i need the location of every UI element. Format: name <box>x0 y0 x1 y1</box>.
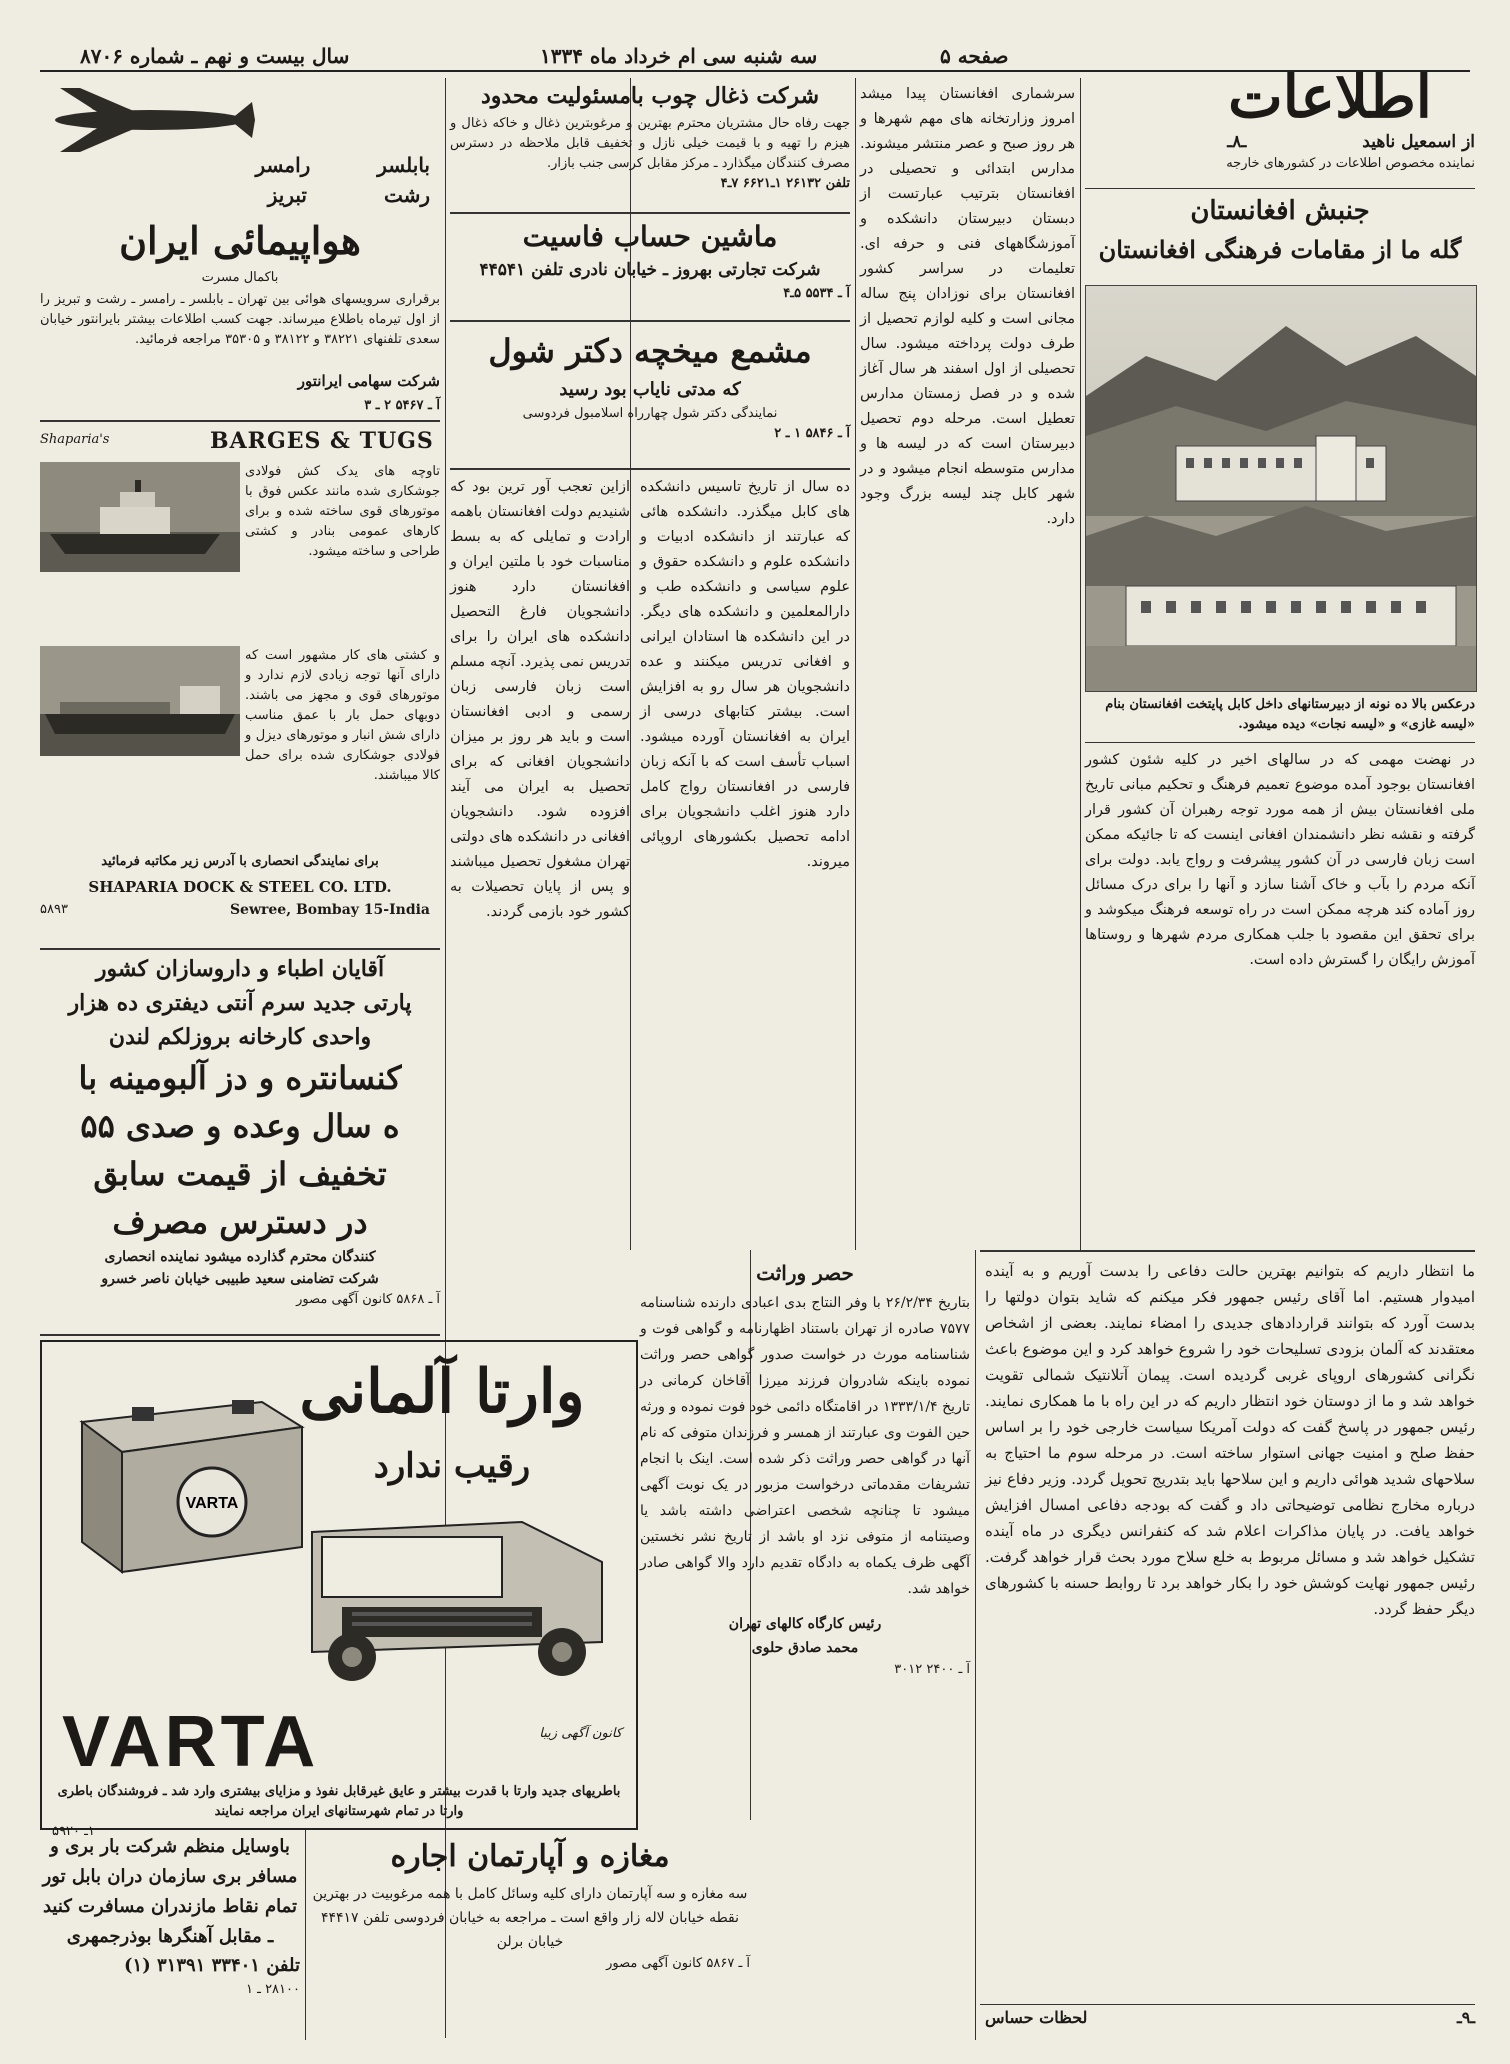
tug-boat-photo <box>40 462 240 572</box>
calculator-ad-code: آ ـ ۵۵۳۴ ۵ـ۴ <box>783 286 850 301</box>
byline-name: از اسمعیل ناهید <box>1362 132 1475 152</box>
politics-page-number: ـ۹ـ <box>1457 2008 1475 2027</box>
airline-code: آ ـ ۵۴۶۷ ۲ ـ ۳ <box>364 398 440 413</box>
airline-ad <box>40 78 440 418</box>
inheritance-title: حصر وراثت <box>756 1261 854 1285</box>
serum-line-2: پارتی جدید سرم آنتی دیفتری ده هزار <box>68 990 412 1016</box>
inheritance-code: آ ـ ۲۴۰۰ ۳۰۱۲ <box>894 1662 970 1677</box>
serum-line-3: واحدی کارخانه بروزلکم لندن <box>108 1024 372 1050</box>
shop-rent-title: مغازه و آپارتمان اجاره <box>390 1839 670 1874</box>
bus-company-code: ۲۸۱۰۰ ـ ۱ <box>246 1982 300 1997</box>
inheritance-notice <box>640 1256 970 2036</box>
inheritance-body: بتاریخ ۲۶/۲/۳۴ با وفر النتاج بدی اعبادی دارنده شناسنامه ۷۵۷۷ صادره از تهران باستناد اظهارنامه و گواهی فوت و شناسنامه مورث در خواست صدور گواهی حصر وراثت نموده باینکه شادروان فرزند میرزا آقاخان کرمانی در تاریخ ۱۳۳۳/۱/۴ در اقامتگاه دائمی خود فوت نموده و ورثه حین الفوت وی عبارتند از همسر و فرزندان متوفی که نام آنها در گواهی حصر وراثت ذکر شده است. اینک با انجام تشریفات مقدماتی درخواست مزبور در یک نوبت آگهی میشود تا چنانچه شخصی اعتراضی داشته باشد یا وصیتنامه از متوفی نزد او باشد از تاریخ نشر نخستین آگهی ظرف یکماه به دادگاه تقدیم دارد والا گواهی صادر خواهد شد. <box>640 1295 970 1597</box>
feature-heading <box>1085 192 1475 278</box>
city-ramsar: رامسر <box>255 153 311 177</box>
varta-agency-box <box>442 1724 622 1754</box>
corn-plaster-body: نمایندگی دکتر شول چهارراه اسلامبول فردوسی <box>522 406 778 421</box>
serum-line-6: تخفیف از قیمت سابق <box>93 1155 387 1193</box>
feature-col2 <box>860 82 1075 1247</box>
varta-title-box <box>262 1352 622 1442</box>
barges-title: BARGES & TUGS <box>210 428 434 454</box>
airline-name: هواپیمائی ایران <box>119 218 361 263</box>
feature-part: ـ۸ـ <box>1227 132 1247 152</box>
serum-line-9: شرکت تضامنی سعید طبیبی خیابان ناصر خسرو <box>101 1271 379 1287</box>
city-tabriz: تبریز <box>267 183 307 207</box>
year-issue: سال بیست و نهم ـ شماره ۸۷۰۶ <box>80 44 350 68</box>
city-babolsar: بابلسر <box>377 153 430 177</box>
varta-title: وارتا آلمانی <box>299 1357 585 1427</box>
varta-brand: VARTA <box>62 1702 320 1782</box>
varta-agency: کانون آگهی زیبا <box>539 1726 622 1741</box>
politics-article-text: ما انتظار داریم که بتوانیم بهترین حالت دفاعی را بدست آوریم و به آینده امیدوار هستیم. اما آقای رئیس جمهور فکر میکنم که شاید بتوان دولتها را بدست آورد که بتوانند قراردادهای جدیدی را امضاء نمایند. بعضی از اشخاص معتقدند که آلمان بزودی تسلیحات خود را شروع خواهد کرد و این موضوع باعث نگرانی کشورهای اروپای غربی گردیده است. پیمان آتلانتیک شمالی تقویت خواهد شد و ما از دوستان خود انتظار داریم که در این راه با ما همکاری نمایند. رئیس جمهور در پاسخ گفت که دولت آمریکا سیاست خارجی خود را بر اساس حفظ صلح و امنیت جهانی استوار ساخته است. در مرحله سوم ما احتیاج به سلاحهای شدید هوائی داریم و این سلاحها باید بتدریج تحویل گردد. وزیر دفاع نیز درباره مخارج نظامی توضیحاتی داد و گفت که بودجه دفاعی امسال افزایش خواهد یافت. در پایان مذاکرات اعلام شد که کنفرانس دیگری در ماه آینده تشکیل خواهد شد و مسائل مربوط به خلع سلاح مورد بحث قرار خواهد گرفت. رئیس جمهور نهایت کوشش خود را بکار خواهد برد تا روابط حسنه با کشورهای دیگر حفظ گردد. <box>985 1262 1475 1618</box>
barges-footer-text: برای نمایندگی انحصاری با آدرس زیر مکاتبه فرمائید <box>101 854 379 869</box>
page-label: صفحه ۵ <box>940 44 1009 68</box>
airline-agent: شرکت سهامی ایرانتور <box>297 372 440 390</box>
politics-article <box>985 1258 1475 1998</box>
battery-illustration <box>62 1382 312 1582</box>
shop-rent-code: آ ـ ۵۸۶۷ کانون آگهی مصور <box>606 1956 750 1971</box>
varta-ad <box>40 1340 638 1839</box>
photo-caption-text: درعکس بالا ده نونه از دبیرستانهای داخل کابل پایتخت افغانستان بنام «لیسه غازی» و «لیسه نجات» دیده میشود. <box>1105 697 1475 732</box>
barges-text-1 <box>245 462 440 642</box>
inheritance-name: محمد صادق حلوی <box>751 1640 859 1656</box>
calculator-ad <box>450 218 850 318</box>
wood-ad-body: جهت رفاه حال مشتریان محترم بهترین و مرغوبترین ذغال و خاکه ذغال و هیزم را تهیه و با قیمت خیلی نازل و تخفیف قابل ملاحظه در دسترس مصرف کنندگان میگذارد ـ مرکز مقابل کرسی جنب بازار. <box>450 116 850 171</box>
feature-headline: گله ما از مقامات فرهنگی افغانستان <box>1098 235 1462 264</box>
serum-line-8: کنندگان محترم گذارده میشود نماینده انحصاری <box>104 1249 376 1265</box>
inheritance-signoff: رئیس کارگاه کالهای تهران <box>728 1616 882 1632</box>
feature-byline <box>1085 130 1475 190</box>
calculator-ad-body: شرکت تجارتی بهروز ـ خیابان نادری تلفن ۴۴۵۴۱ <box>479 260 821 280</box>
airline-body: برقراری سرویسهای هوائی بین تهران ـ بابلسر ـ رامسر ـ رشت و تبریز را از اول تیرماه باطلاع میرساند. جهت کسب اطلاعات بیشتر بایرانتور خیابان سعدی تلفنهای ۳۸۲۲۱ و ۳۸۱۲۲ و ۳۵۳۰۵ مراجعه فرمائید. <box>40 292 440 347</box>
varta-footer: باطریهای جدید وارتا با قدرت بیشتر و عایق غیرقابل نفوذ و مزایای بیشتری وارد شد ـ فروشندگان باطری وارتا در تمام شهرستانهای ایران مراجعه نمایند <box>57 1784 621 1819</box>
feature-col3-text: ازاین تعجب آور ترین بود که شنیدیم دولت افغانستان باهمه ارادت و تمایلی که به بسط مناسبات خود با ملتین ایران و افغانستان دارد هنوز دانشجویان فارغ التحصیل دانشکده های ایران را برای تدریس نمی پذیرد. آنچه مسلم است زبان فارسی زبان رسمی و ادبی افغانستان است و باید هر روز بر میزان دانشجویان افغانی که برای تحصیل به ایران می آیند افزوده شود. دانشجویان افغانی در دانشکده های دولتی تهران مشغول تحصیل میباشند و پس از پایان تحصیلات به کشور خود بازمی گردند. <box>450 479 630 920</box>
issue-date: سه شنبه سی ام خرداد ماه ۱۳۳۴ <box>540 44 818 68</box>
barges-brand: Shaparia's <box>40 432 110 447</box>
barge-photo <box>40 646 240 756</box>
serum-line-7: در دسترس مصرف <box>112 1203 368 1241</box>
school-photo <box>1085 285 1477 692</box>
feature-col4-text: ده سال از تاریخ تاسیس دانشکده های کابل میگذرد. دانشکده هائی که عبارتند از دانشکده ادبیات و دانشکده علوم و دانشکده حقوق و علوم سیاسی و دانشکده طب و دارالمعلمین و دانشکده های دیگر. در این دانشکده ها استادان ایرانی و افغانی تدریس میکنند و عده دانشجویان هر سال رو به افزایش است. بیشتر کتابهای درسی از ایران به افغانستان آورده میشود. اسباب تأسف است که با آنکه زبان فارسی در افغانستان رواج کامل دارد هنوز اغلب دانشجویان برای ادامه تحصیل بکشورهای اروپائی میروند. <box>640 479 850 870</box>
bus-company-ad <box>40 1832 300 2032</box>
paper-title <box>1185 62 1475 132</box>
barges-ad <box>40 426 440 946</box>
corn-plaster-ad <box>450 326 850 466</box>
barges-company: SHAPARIA DOCK & STEEL CO. LTD. <box>88 878 392 896</box>
barges-address: Sewree, Bombay 15-India <box>229 902 430 918</box>
wood-ad-title: شرکت ذغال چوب بامسئولیت محدود <box>480 83 820 109</box>
wood-ad-phones: تلفن ۲۶۱۳۲ ۱ـ۶۶۲۱ ۷ـ۴ <box>720 176 850 191</box>
serum-line-1: آقایان اطباء و داروسازان کشور <box>95 956 385 982</box>
feature-col2-text: سرشماری افغانستان پیدا میشد امروز وزارتخانه های مهم شهرها و هر روز صبح و عصر منتشر میشوند. مدارس ابتدائی و تحصیلی در افغانستان بترتیب عبارتست از دبستان دبیرستان دانشکده و آموزشگاههای فنی و حرفه ای. تعلیمات در سراسر کشور افغانستان برای نوزادان پنج ساله مجانی است و کلیه لوازم تحصیل از طرف دولت پرداخته میشود. سال تحصیلی از اول اسفند هر سال آغاز شده و در فصل زمستان مدارس تعطیل است. مرحله دوم تحصیل دبیرستان است که در لیسه ها و مدارس متوسطه انجام میشود و در شهر کابل چند لیسه بزرگ وجود دارد. <box>860 86 1075 527</box>
calculator-ad-title: ماشین حساب فاسیت <box>522 220 778 253</box>
barges-code: ۵۸۹۳ <box>40 902 68 917</box>
varta-code: ۱ـ ۵۹۲۰ <box>52 1824 95 1839</box>
truck-illustration <box>282 1492 622 1692</box>
wood-ad <box>450 78 850 210</box>
politics-byline: لحظات حساس <box>985 2008 1088 2027</box>
serum-ad <box>40 952 440 1332</box>
feature-kicker: جنبش افغانستان <box>1190 196 1370 226</box>
corn-plaster-code: آ ـ ۵۸۴۶ ۱ ـ ۲ <box>774 426 850 441</box>
byline-sub: نماینده مخصوص اطلاعات در کشورهای خارجه <box>1226 156 1475 171</box>
barges-footer <box>40 852 440 876</box>
airline-subtitle: باکمال مسرت <box>201 270 279 285</box>
serum-line-5: ه سال وعده و صدی ۵۵ <box>80 1107 400 1145</box>
serum-code: آ ـ ۵۸۶۸ کانون آگهی مصور <box>296 1292 440 1307</box>
feature-col3 <box>450 475 630 1245</box>
barges-body-2: و کشتی های کار مشهور است که دارای آنها توجه زیادی لازم ندارد و موتورهای قوی و مجهز می باشند. دوبهای حمل بار با عمق مناسب دارای شش انبار و موتورهای دیزل و فولادی جوشکاری شده برای حمل کالا میباشند. <box>245 648 440 783</box>
feature-col1 <box>1085 748 1475 1248</box>
barges-body-1: تاوچه های یدک کش فولادی جوشکاری شده مانند عکس فوق با موتورهای قوی ساخته شده و برای کارهای عمومی بنادر و کشتی طراحی و ساخته میشود. <box>245 464 440 559</box>
bus-company-body: باوسایل منظم شرکت بار بری و مسافر بری سازمان دران بابل تور تمام نقاط مازندران مسافرت کنید ـ مقابل آهنگرها بوذرجمهری <box>42 1836 298 1947</box>
barges-text-2 <box>245 646 440 846</box>
politics-footer <box>985 2008 1475 2038</box>
serum-line-4: کنسانتره و دز آلبومینه با <box>78 1059 402 1097</box>
paper-title-text: اطلاعات <box>1228 63 1432 131</box>
airplane-icon <box>40 80 260 160</box>
varta-subtitle: رقیب ندارد <box>373 1446 531 1486</box>
varta-subtitle-box <box>302 1442 602 1492</box>
varta-footer-box <box>52 1782 626 1839</box>
shop-rent-body: سه مغازه و سه آپارتمان دارای کلیه وسائل کامل با همه مرغوبیت در بهترین نقطه خیابان لاله زار واقع است ـ مراجعه به خیابان فردوسی تلفن ۴۴۴۱۷ خیابان برلن <box>312 1886 748 1950</box>
photo-caption <box>1085 695 1475 740</box>
bus-company-phone: تلفن ۳۳۴۰۱ ۳۱۳۹۱ (۱) <box>123 1955 300 1976</box>
city-rasht: رشت <box>383 183 430 207</box>
battery-label: VARTA <box>185 1495 239 1512</box>
feature-col1-text: در نهضت مهمی که در سالهای اخیر در کلیه شئون کشور افغانستان بوجود آمده موضوع تعمیم فرهنگ و تحکیم مبانی تاریخ ملی افغانستان بیش از همه مورد توجه رهبران آن کشور قرار گرفته و نقشه نظر دانشمندان افغانی اینست که تا جائیکه ممکن است زبان فارسی در آن کشور پیشرفت و رواج یابد. دولت برای آنکه مردم را بآب و خاک آشنا سازد و آنها را برای درک مسائل روز آماده کند هرچه ممکن است در راه توسعه فرهنگ میکوشد و برای تحقق این مقصود با جلب همکاری مردم شهرها و روستاها آموزش رایگان را گسترش داده است. <box>1085 752 1475 968</box>
feature-col4 <box>640 475 850 1245</box>
corn-plaster-sub: که مدتی نایاب بود رسید <box>559 379 741 400</box>
corn-plaster-title: مشمع میخچه دکتر شول <box>488 332 812 370</box>
